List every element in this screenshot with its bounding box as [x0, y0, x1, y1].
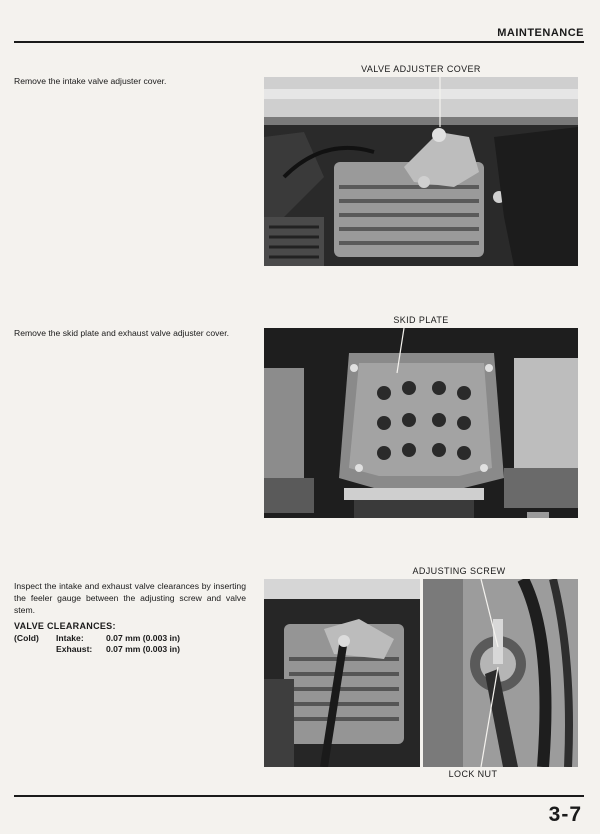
spec-row-exhaust [14, 644, 180, 654]
adjusting-screw-caption: ADJUSTING SCREW [412, 566, 506, 576]
skid-plate-photo [264, 328, 578, 518]
step2-instruction: Remove the skid plate and exhaust valve adjuster cover. [14, 328, 229, 338]
step3-instruction: Inspect the intake and exhaust valve clearances by inserting the feeler gauge between the adjusting screw and valve stem. [14, 581, 246, 615]
engine-photo-left [264, 579, 420, 767]
skid-plate-caption: SKID PLATE [393, 315, 449, 325]
scale-mark [527, 512, 549, 518]
spec-label: Exhaust: [56, 644, 93, 654]
spec-value: 0.07 mm (0.003 in) [106, 633, 181, 643]
spec-label: Intake: [56, 633, 84, 643]
page-number: 3-7 [548, 803, 582, 826]
valve-clearances-table [14, 633, 180, 654]
valve-adjuster-cover-caption: VALVE ADJUSTER COVER [361, 64, 481, 74]
engine-photo-intake-cover [264, 77, 578, 266]
step1-instruction: Remove the intake valve adjuster cover. [14, 76, 167, 86]
spec-row-intake [14, 633, 180, 643]
spec-condition: (Cold) [14, 633, 39, 643]
engine-photo-right-closeup [423, 579, 578, 767]
header-rule [14, 41, 584, 43]
spec-value: 0.07 mm (0.003 in) [106, 644, 181, 654]
valve-clearances-heading: VALVE CLEARANCES: [14, 621, 116, 631]
section-title: MAINTENANCE [497, 27, 584, 39]
lock-nut-caption: LOCK NUT [448, 769, 498, 779]
footer-rule [14, 795, 584, 797]
